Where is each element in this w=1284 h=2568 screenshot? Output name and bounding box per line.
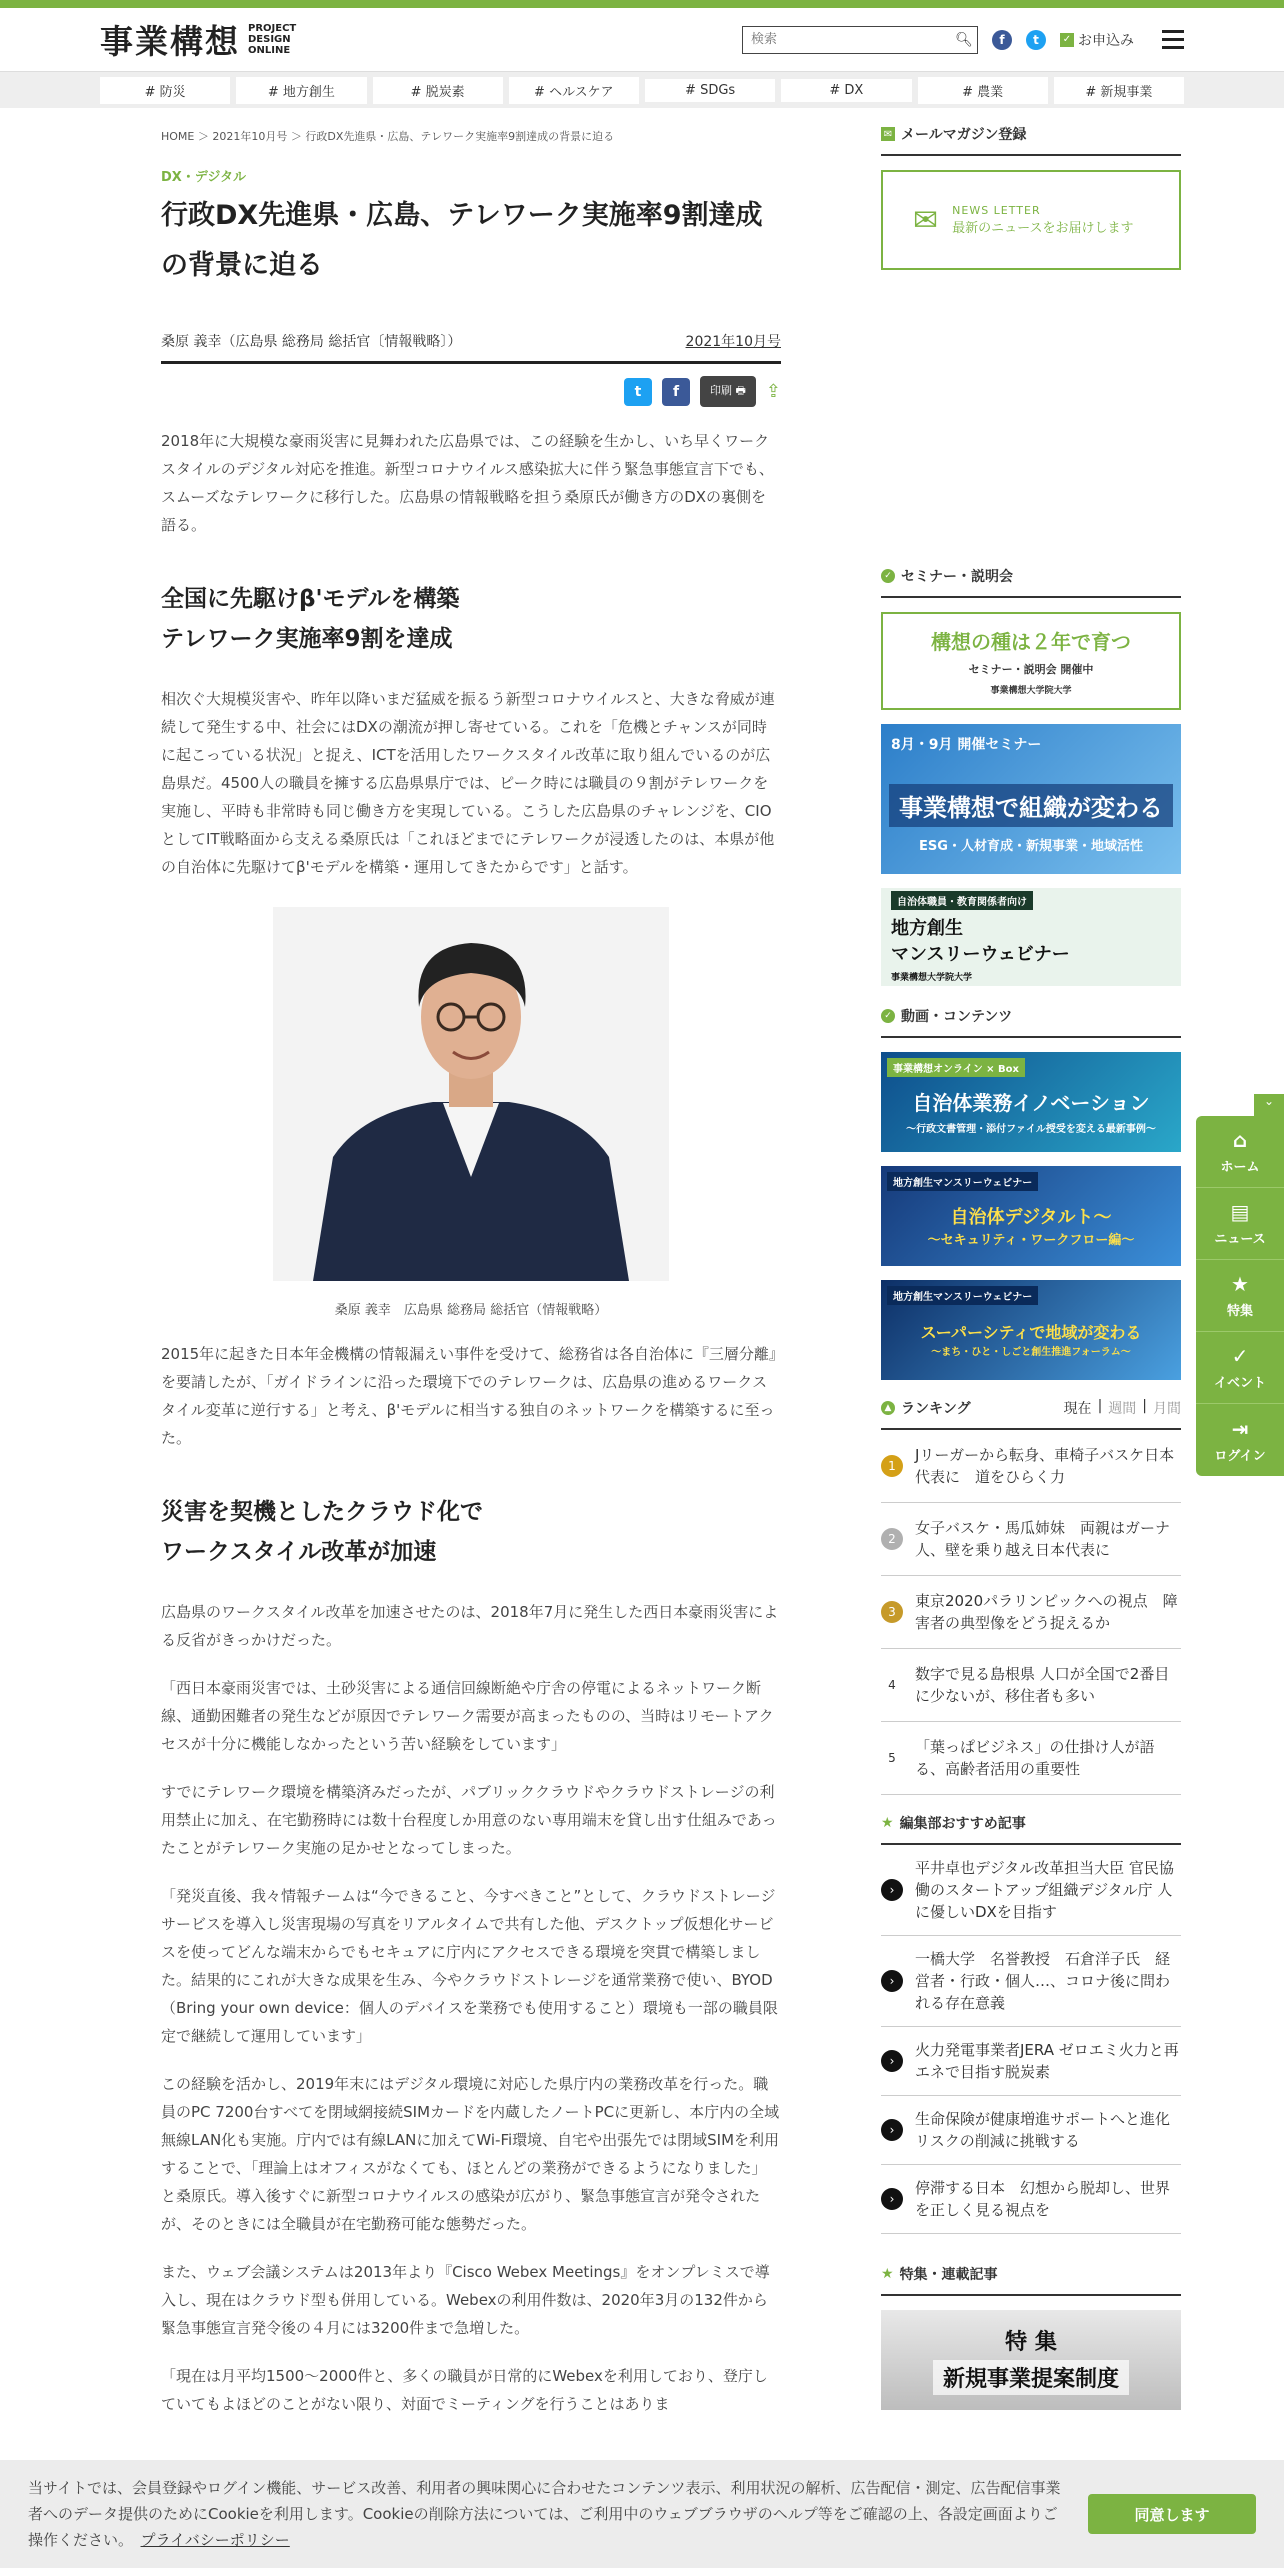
article-category[interactable]: DX・デジタル (161, 170, 247, 185)
heading-1: 全国に先駆けβ'モデルを構築 テレワーク実施率9割を達成 (161, 586, 460, 652)
paragraph-7: 「発災直後、我々情報チームは“今できること、今すべきこと”として、クラウドストレージサービスを導入し災害現場の写真をリアルタイムで共有した他、デスクトップ仮想化サービスを使ってどんな端末からでもセキュアに庁内にアクセスできる環境を突貫で構築しました。結果的にこれが大きな成果を生み、今やクラウドストレージを通常業務で使い、BYOD（Bring your own device：個人のデバイスを業務でも使用すること）環境も一部の職員限定で継続して運用しています」 (161, 1887, 778, 2045)
byline (161, 331, 781, 364)
tag-datsutanso[interactable]: # 脱炭素 (373, 77, 503, 104)
mail-icon: ✉ (881, 127, 895, 141)
privacy-policy-link[interactable]: プライバシーポリシー (140, 2531, 290, 2549)
check-circle-icon: ✓ (881, 1009, 895, 1023)
tag-sdgs[interactable]: # SDGs (645, 79, 775, 102)
check-circle-icon: ✓ (881, 569, 895, 583)
apply-link[interactable]: ✓ お申込み (1060, 30, 1134, 50)
seminar-banner-3[interactable]: 自治体職員・教育関係者向け 地方創生 マンスリーウェビナー 事業構想大学院大学 (881, 888, 1181, 986)
paragraph-9: また、ウェブ会議システムは2013年より『Cisco Webex Meetings』をオンプレミスで導入し、現在はクラウド型も併用している。Webexの利用件数は、2020年3月の132件から緊急事態宣言発令後の４月には3200件まで急増した。 (161, 2263, 770, 2337)
newsletter-text: 最新のニュースをお届けします (952, 221, 1134, 236)
recommend-item[interactable]: › 停滞する日本 幻想から脱却し、世界を正しく見る視点を (881, 2165, 1181, 2234)
tag-chihou[interactable]: # 地方創生 (236, 77, 366, 104)
site-logo[interactable] (100, 16, 296, 63)
star-icon: ★ (881, 1815, 894, 1831)
ranking-heading: ▲ ランキング 現在 | 週間 | 月間 (881, 1398, 1181, 1430)
video-banner-2[interactable]: 地方創生マンスリーウェビナー 自治体デジタルト〜 ～セキュリティ・ワークフロー編～ (881, 1166, 1181, 1266)
float-nav-news[interactable]: ▤ ニュース (1196, 1188, 1284, 1260)
rank-tab-month[interactable]: 月間 (1153, 1401, 1181, 1417)
portrait-photo (273, 907, 669, 1281)
rank-tab-now[interactable]: 現在 (1063, 1401, 1092, 1417)
cookie-agree-button[interactable]: 同意します (1088, 2494, 1256, 2534)
check-circle-icon: ✓ (1231, 1344, 1249, 1368)
newsletter-label: NEWS LETTER (952, 204, 1041, 217)
recommend-item[interactable]: › 平井卓也デジタル改革担当大臣 官民協働のスタートアップ組織デジタル庁 人に優しいDXを目指す (881, 1845, 1181, 1936)
float-nav-event[interactable]: ✓ イベント (1196, 1332, 1284, 1404)
facebook-icon[interactable]: f (992, 30, 1012, 50)
paragraph-2: 相次ぐ大規模災害や、昨年以降いまだ猛威を振るう新型コロナウイルスと、大きな脅威が連続して発生する中、社会にはDXの潮流が押し寄せている。これを「危機とチャンスが同時に起こっている状況」と捉え、ICTを活用したワークスタイル改革に取り組んでいるのが広島県だ。4500人の職員を擁する広島県県庁では、ピーク時には職員の９割がテレワークを実施し、平時も非常時も同じ働き方を実現している。こうした広島県のチャレンジを、CIOとしてIT戦略面から支える桑原氏は「これほどまでにテレワークが浸透したのは、本県が他の自治体に先駆けてβ'モデルを構築・運用してきたからです」と話す。 (161, 690, 775, 876)
article-main (161, 120, 781, 2418)
twitter-icon[interactable]: t (1026, 30, 1046, 50)
float-nav-feature[interactable]: ★ 特集 (1196, 1260, 1284, 1332)
ranking-item-3[interactable]: 3 東京2020パラリンピックへの視点 障害者の典型像をどう捉えるか (881, 1576, 1181, 1649)
mailmag-heading: ✉ メールマガジン登録 (881, 124, 1181, 156)
tag-nav (0, 72, 1284, 108)
heading-2: 災害を契機としたクラウド化で ワークスタイル改革が加速 (161, 1499, 483, 1565)
tag-healthcare[interactable]: # ヘルスケア (509, 77, 639, 104)
ranking-icon: ▲ (881, 1401, 895, 1415)
seminar-banner-1[interactable]: 構想の種は２年で育つ セミナー・説明会 開催中 事業構想大学院大学 (881, 612, 1181, 710)
recommend-item[interactable]: › 一橋大学 名誉教授 石倉洋子氏 経営者・行政・個人…、コロナ後に問われる存在意義 (881, 1936, 1181, 2027)
seminar-banner-2[interactable]: 8月・9月 開催セミナー 事業構想で組織が変わる ESG・人材育成・新規事業・地域活性 (881, 724, 1181, 874)
home-icon: ⌂ (1232, 1128, 1248, 1152)
tag-bousai[interactable]: # 防災 (100, 77, 230, 104)
top-accent-bar (0, 0, 1284, 8)
tag-nougyou[interactable]: # 農業 (918, 77, 1048, 104)
paragraph-8: この経験を活かし、2019年末にはデジタル環境に対応した県庁内の業務改革を行った。職員のPC 7200台すべてを閉域網接続SIMカードを内蔵したノートPCに更新し、本庁内の全域無線LAN化も実施。庁内では有線LANに加えてWi-Fi環境、自宅や出張先では閉域SIMを利用することで、「理論上はオフィスがなくても、ほとんどの業務ができるようになりました」と桑原氏。導入後すぐに新型コロナウイルスの感染が広がり、緊急事態宣言が発令されたが、そのときには全職員が在宅勤務可能な態勢だった。 (161, 2075, 780, 2233)
photo-caption: 桑原 義幸 広島県 総務局 総括官（情報戦略） (334, 1303, 608, 1318)
paragraph-4: 広島県のワークスタイル改革を加速させたのは、2018年7月に発生した西日本豪雨災害による反省がきっかけだった。 (161, 1603, 779, 1649)
float-nav-login[interactable]: ⇥ ログイン (1214, 1416, 1266, 1464)
arrow-right-icon: › (881, 2188, 903, 2210)
newsletter-banner[interactable] (881, 170, 1181, 270)
ranking-item-5[interactable]: 5 「葉っぱビジネス」の仕掛け人が語る、高齢者活用の重要性 (881, 1722, 1181, 1795)
article-title: 行政DX先進県・広島、テレワーク実施率9割達成の背景に迫る (161, 200, 763, 281)
breadcrumb[interactable]: HOME ＞ 2021年10月号 ＞ 行政DX先進県・広島、テレワーク実施率9割達成の背景に迫る (161, 130, 615, 143)
tag-shinki[interactable]: # 新規事業 (1054, 77, 1184, 104)
video-banner-3[interactable]: 地方創生マンスリーウェビナー スーパーシティで地域が変わる ～まち・ひと・しごと創生推進フォーラム～ (881, 1280, 1181, 1380)
menu-icon[interactable] (1162, 30, 1184, 49)
sidebar (881, 120, 1181, 2410)
recommend-item[interactable]: › 火力発電事業者JERA ゼロエミ火力と再エネで目指す脱炭素 (881, 2027, 1181, 2096)
rank-tab-week[interactable]: 週間 (1108, 1401, 1137, 1417)
video-banner-1[interactable]: 事業構想オンライン × Box 自治体業務イノベーション ～行政文書管理・添付ファイル授受を変える最新事例～ (881, 1052, 1181, 1152)
feature-heading: ★ 特集・連載記事 (881, 2264, 1181, 2296)
site-header (0, 8, 1284, 72)
check-icon: ✓ (1060, 33, 1074, 47)
paragraph-5: 「西日本豪雨災害では、土砂災害による通信回線断絶や庁舎の停電によるネットワーク断線、通勤困難者の発生などが原因でテレワーク需要が高まったものの、当時はリモートアクセスが十分に機能しなかったという苦い経験をしています」 (161, 1679, 774, 1753)
recommend-heading: ★ 編集部おすすめ記事 (881, 1813, 1181, 1845)
video-heading: ✓ 動画・コンテンツ (881, 1006, 1181, 1038)
share-icon[interactable]: ⇪ (765, 381, 781, 402)
search-icon[interactable]: 🔍︎ (955, 31, 973, 48)
cookie-banner (0, 2460, 1284, 2568)
envelope-icon: ✉ (913, 202, 939, 238)
share-bar (161, 376, 781, 407)
print-button[interactable]: 印刷 🖶 (700, 376, 756, 407)
issue-date[interactable]: 2021年10月号 (685, 334, 781, 350)
cookie-text: 当サイトでは、会員登録やログイン機能、サービス改善、利用者の興味関心に合わせたコンテンツ表示、利用状況の解析、広告配信・測定、広告配信事業者へのデータ提供のためにCookieを利用します。Cookieの削除方法については、ご利用中のウェブブラウザのヘルプ等をご確認の上、各設定画面よりご操作ください。 プライバシーポリシー (28, 2479, 1061, 2549)
recommend-item[interactable]: › 生命保険が健康増進サポートへと進化 リスクの削減に挑戦する (881, 2096, 1181, 2165)
author: 桑原 義幸（広島県 総務局 総括官〔情報戦略〕） (161, 334, 462, 350)
tag-dx[interactable]: # DX (781, 79, 911, 102)
paragraph-1: 2018年に大規模な豪雨災害に見舞われた広島県では、この経験を生かし、いち早くワークスタイルのデジタル対応を推進。新型コロナウイルス感染拡大に伴う緊急事態宣言下でも、スムーズなテレワークに移行した。広島県の情報戦略を担う桑原氏が働き方のDXの裏側を語る。 (161, 432, 774, 534)
twitter-share-icon[interactable]: t (624, 378, 652, 406)
facebook-share-icon[interactable]: f (662, 378, 690, 406)
search-input[interactable] (743, 27, 951, 53)
arrow-right-icon: › (881, 1879, 903, 1901)
arrow-right-icon: › (881, 2050, 903, 2072)
ranking-item-4[interactable]: 4 数字で見る島根県 人口が全国で2番目に少ないが、移住者も多い (881, 1649, 1181, 1722)
feature-banner[interactable]: 特 集 新規事業提案制度 (881, 2310, 1181, 2410)
chevron-down-icon[interactable]: ⌄ (1254, 1094, 1284, 1116)
floating-nav (1196, 1094, 1284, 1476)
paragraph-6: すでにテレワーク環境を構築済みだったが、パブリッククラウドやクラウドストレージの利用禁止に加え、在宅勤務時には数十台程度しか用意のない専用端末を貸し出す仕組みであったことがテレワーク実施の足かせとなってしまった。 (161, 1783, 777, 1857)
paragraph-10: 「現在は月平均1500～2000件と、多くの職員が日常的にWebexを利用しており、登庁していてもよほどのことがない限り、対面でミーティングを行うことはありま (161, 2367, 768, 2413)
paragraph-3: 2015年に起きた日本年金機構の情報漏えい事件を受けて、総務省は各自治体に『三層分離』を要請したが、「ガイドラインに沿った環境下でのテレワークは、広島県の進めるワークスタイル変革に逆行する」と考え、β'モデルに相当する独自のネットワークを構築するに至った。 (161, 1345, 777, 1447)
arrow-right-icon: › (881, 1970, 903, 1992)
ranking-item-2[interactable]: 2 女子バスケ・馬瓜姉妹 両親はガーナ人、壁を乗り越え日本代表に (881, 1503, 1181, 1576)
seminar-heading: ✓ セミナー・説明会 (881, 566, 1181, 598)
logo-sub-text: PROJECT DESIGN ONLINE (248, 23, 297, 56)
star-icon: ★ (881, 2266, 894, 2282)
search-box (742, 26, 978, 54)
float-nav-home[interactable]: ⌂ ホーム (1196, 1116, 1284, 1188)
arrow-right-icon: › (881, 2119, 903, 2141)
star-icon: ★ (1231, 1272, 1249, 1296)
document-icon: ▤ (1230, 1200, 1250, 1224)
ranking-item-1[interactable]: 1 Jリーガーから転身、車椅子バスケ日本代表に 道をひらく力 (881, 1430, 1181, 1503)
logo-main-text: 事業構想 (100, 22, 240, 61)
login-icon: ⇥ (1231, 1416, 1249, 1441)
